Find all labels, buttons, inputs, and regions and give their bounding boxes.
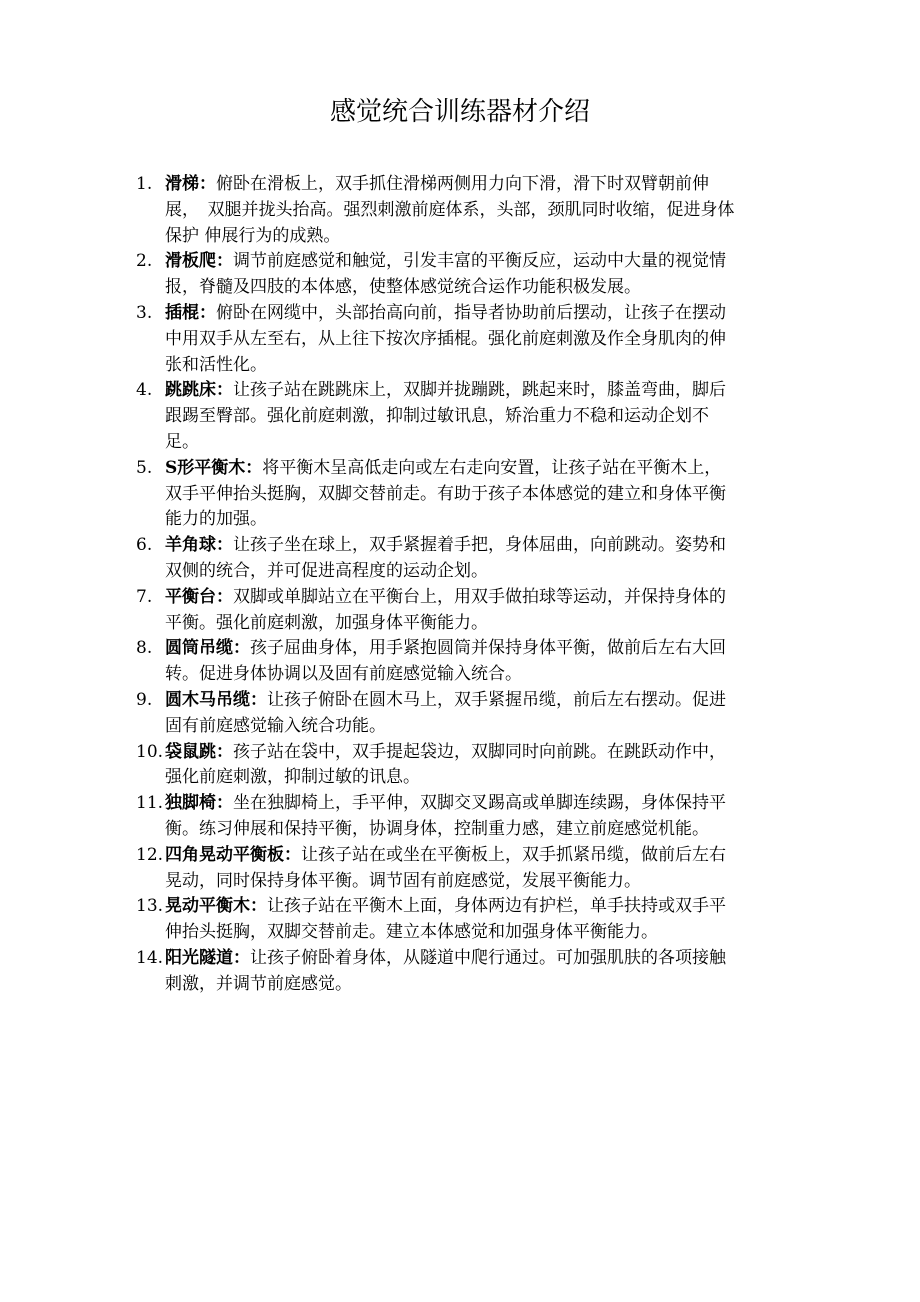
item-term: 滑梯：: [165, 174, 216, 194]
list-item: [136, 740, 796, 792]
item-text: 晃动，同时保持身体平衡。调节固有前庭感觉，发展平衡能力。: [165, 870, 641, 891]
item-text: 强化前庭刺激，抑制过敏的讯息。: [165, 767, 420, 788]
list-item: [136, 456, 796, 533]
item-text: 能力的加强。: [165, 509, 267, 530]
item-text: 俯卧在网缆中，头部抬高向前，指导者协助前后摆动，让孩子在摆动: [216, 302, 726, 323]
item-line: [165, 920, 796, 946]
item-line: [165, 301, 796, 327]
list-item: [136, 378, 796, 455]
item-line: [165, 894, 796, 920]
item-line: [165, 430, 796, 456]
item-line: [165, 404, 796, 430]
item-text: 俯卧在滑板上，双手抓住滑梯两侧用力向下滑，滑下时双臂朝前伸: [216, 174, 709, 194]
item-line: [165, 611, 796, 637]
item-text: 伸抬头挺胸，双脚交替前走。建立本体感觉和加强身体平衡能力。: [165, 922, 658, 943]
item-term: 圆木马吊缆：: [165, 689, 267, 710]
item-text: 足。: [165, 431, 199, 452]
item-number: 12.: [136, 844, 164, 865]
item-text: 将平衡木呈高低走向或左右走向安置，让孩子站在平衡木上，: [262, 457, 722, 478]
item-term: 滑板爬：: [165, 251, 233, 272]
item-term: 跳跳床：: [165, 380, 233, 401]
item-number: 8.: [136, 638, 153, 659]
list-item: [136, 301, 796, 378]
item-line: [165, 249, 796, 275]
item-line: [165, 353, 796, 379]
item-line: [165, 740, 796, 766]
item-number: 11.: [136, 793, 164, 814]
item-line: [165, 275, 796, 301]
item-term: S形平衡木：: [165, 457, 263, 478]
item-text: 平衡。强化前庭刺激，加强身体平衡能力。: [165, 612, 488, 633]
list-item: [136, 894, 796, 946]
item-text: 衡。练习伸展和保持平衡，协调身体，控制重力感，建立前庭感觉机能。: [165, 818, 709, 839]
item-line: [165, 817, 796, 843]
item-line: [165, 482, 796, 508]
list-item: [136, 172, 796, 249]
item-text: 让孩子俯卧在圆木马上，双手紧握吊缆，前后左右摆动。促进: [267, 689, 726, 710]
item-text: 孩子站在袋中，双手提起袋边，双脚同时向前跳。在跳跃动作中，: [233, 741, 726, 762]
item-line: [165, 636, 796, 662]
list-item: [136, 791, 796, 843]
item-term: 圆筒吊缆：: [165, 638, 250, 659]
item-term: 平衡台：: [165, 586, 233, 607]
list-item: [136, 585, 796, 637]
item-text: 双侧的统合，并可促进高程度的运动企划。: [165, 560, 488, 581]
item-text: 转。促进身体协调以及固有前庭感觉输入统合。: [165, 664, 522, 685]
item-line: [165, 224, 796, 250]
item-text: 固有前庭感觉输入统合功能。: [165, 715, 386, 736]
item-text: 中用双手从左至右，从上往下按次序插棍。强化前庭刺激及作全身肌肉的伸: [165, 328, 726, 349]
item-text: 让孩子站在或坐在平衡板上，双手抓紧吊缆，做前后左右: [301, 844, 726, 865]
item-term: 袋鼠跳：: [165, 741, 233, 762]
item-line: [165, 869, 796, 895]
item-line: [165, 714, 796, 740]
item-line: [165, 946, 796, 972]
item-line: [165, 765, 796, 791]
item-line: [165, 843, 796, 869]
item-term: 四角晃动平衡板：: [165, 844, 301, 865]
item-text: 双手平伸抬头挺胸，双脚交替前走。有助于孩子本体感觉的建立和身体平衡: [165, 483, 726, 504]
item-line: [165, 972, 796, 998]
item-line: [165, 172, 796, 198]
item-text: 保护 伸展行为的成熟。: [165, 225, 341, 246]
item-text: 调节前庭感觉和触觉，引发丰富的平衡反应，运动中大量的视觉情: [233, 251, 726, 272]
item-text: 报，脊髓及四肢的本体感，使整体感觉统合运作功能积极发展。: [165, 277, 641, 298]
item-text: 让孩子俯卧着身体，从隧道中爬行通过。可加强肌肤的各项接触: [250, 947, 726, 968]
list-item: [136, 533, 796, 585]
item-line: [165, 791, 796, 817]
equipment-list: [136, 172, 796, 998]
item-term: 阳光隧道：: [165, 947, 250, 968]
item-term: 插棍：: [165, 302, 216, 323]
item-text: 刺激，并调节前庭感觉。: [165, 973, 352, 994]
item-term: 羊角球：: [165, 535, 233, 556]
item-number: 14.: [136, 947, 164, 968]
item-text: 孩子屈曲身体，用手紧抱圆筒并保持身体平衡，做前后左右大回: [250, 638, 726, 659]
item-text: 坐在独脚椅上，手平伸，双脚交叉踢高或单脚连续踢，身体保持平: [233, 793, 726, 814]
item-line: [165, 662, 796, 688]
item-text: 让孩子站在平衡木上面，身体两边有护栏，单手扶持或双手平: [267, 896, 726, 917]
item-line: [165, 559, 796, 585]
item-line: [165, 378, 796, 404]
item-line: [165, 198, 796, 224]
page-title: 感觉统合训练器材介绍: [329, 97, 590, 127]
item-number: 2.: [136, 251, 153, 272]
item-line: [165, 327, 796, 353]
item-line: [165, 456, 796, 482]
list-item: [136, 249, 796, 301]
item-line: [165, 533, 796, 559]
list-item: [136, 636, 796, 688]
item-text: 张和活性化。: [165, 354, 267, 375]
item-number: 6.: [136, 535, 153, 556]
item-text: 双脚或单脚站立在平衡台上，用双手做拍球等运动，并保持身体的: [233, 586, 726, 607]
item-number: 5.: [136, 457, 153, 478]
item-number: 7.: [136, 586, 153, 607]
item-term: 晃动平衡木：: [165, 896, 267, 917]
list-item: [136, 688, 796, 740]
item-number: 10.: [136, 741, 164, 762]
item-line: [165, 585, 796, 611]
item-term: 独脚椅：: [165, 793, 233, 814]
list-item: [136, 946, 796, 998]
item-number: 13.: [136, 896, 164, 917]
item-line: [165, 688, 796, 714]
item-text: 跟踢至臀部。强化前庭刺激，抑制过敏讯息，矫治重力不稳和运动企划不: [165, 406, 709, 427]
item-number: 3.: [136, 302, 153, 323]
item-line: [165, 507, 796, 533]
item-number: 1.: [136, 174, 153, 194]
item-number: 4.: [136, 380, 153, 401]
item-number: 9.: [136, 689, 153, 710]
list-item: [136, 843, 796, 895]
item-text: 让孩子站在跳跳床上，双脚并拢蹦跳，跳起来时，膝盖弯曲，脚后: [233, 380, 726, 401]
item-text: 让孩子坐在球上，双手紧握着手把，身体屈曲，向前跳动。姿势和: [233, 535, 726, 556]
item-text: 展， 双腿并拢头抬高。强烈刺激前庭体系，头部，颈肌同时收缩，促进身体: [165, 199, 735, 220]
